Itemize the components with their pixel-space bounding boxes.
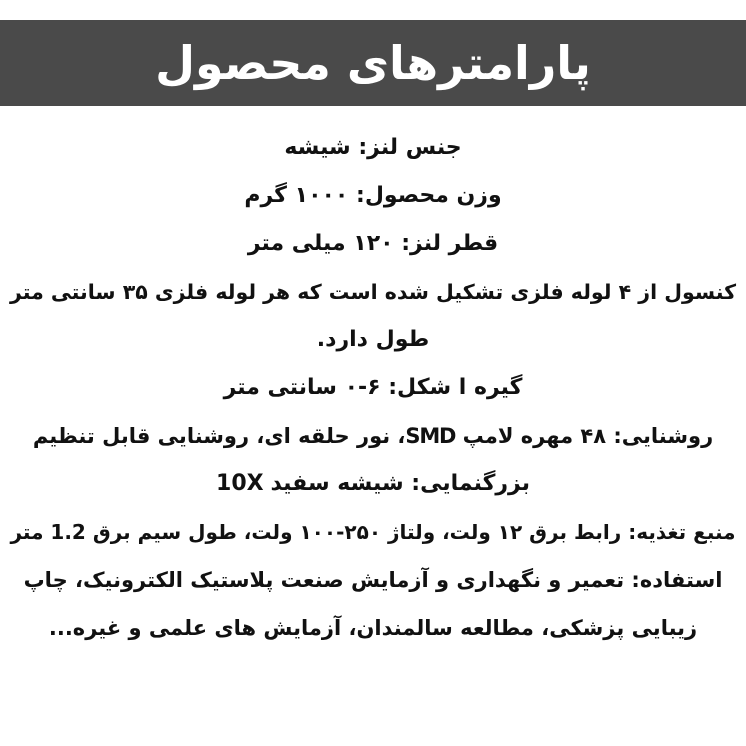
param-console-description: کنسول از ۴ لوله فلزی تشکیل شده است که هر لوله فلزی ۳۵ سانتی متر	[9, 280, 737, 304]
param-usage: استفاده: تعمیر و نگهداری و آزمایش صنعت پلاستیک الکترونیک، چاپ	[23, 568, 723, 592]
param-console-description-cont: طول دارد.	[316, 327, 430, 352]
param-usage-cont: زیبایی پزشکی، مطالعه سالمندان، آزمایش های علمی و غیره...	[48, 616, 698, 640]
page-title: پارامترهای محصول	[155, 36, 591, 90]
param-clamp-size: گیره ا شکل: ۶-۰ سانتی متر	[223, 375, 523, 400]
param-magnification: بزرگنمایی: شیشه سفید 10X	[216, 471, 530, 496]
param-lens-material: جنس لنز: شیشه	[284, 135, 462, 160]
param-product-weight: وزن محصول: ۱۰۰۰ گرم	[244, 183, 502, 208]
param-lens-diameter: قطر لنز: ۱۲۰ میلی متر	[247, 231, 499, 256]
product-parameters	[0, 124, 746, 652]
param-lighting: روشنایی: ۴۸ مهره لامپ SMD، نور حلقه ای، روشنایی قابل تنظیم	[32, 424, 714, 448]
param-power-supply: منبع تغذیه: رابط برق ۱۲ ولت، ولتاژ ۲۵۰-۱۰۰ ولت، طول سیم برق 1.2 متر	[10, 520, 736, 544]
header-banner	[0, 20, 746, 106]
